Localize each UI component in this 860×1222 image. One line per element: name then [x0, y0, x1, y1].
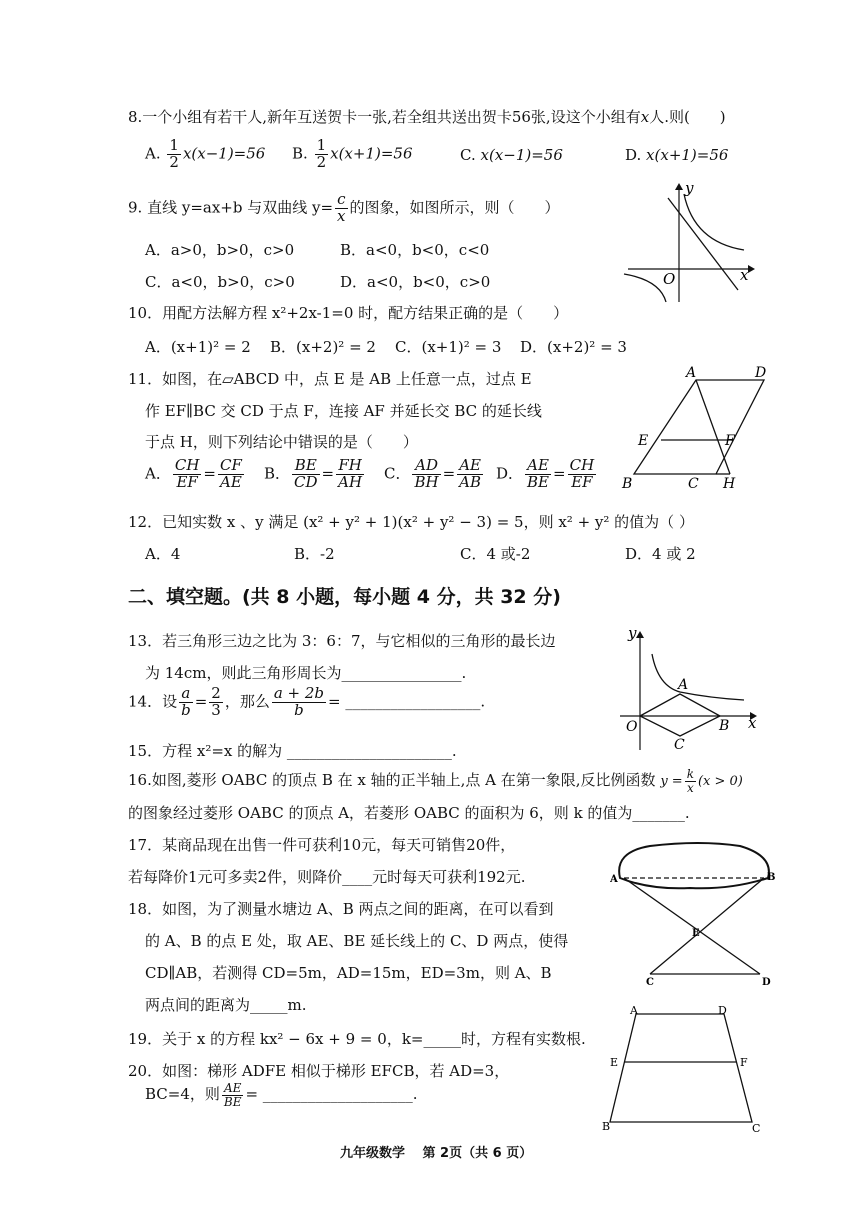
svg-text:D: D: [755, 365, 767, 381]
svg-text:A: A: [630, 1004, 638, 1017]
q17-line-1: 17．某商品现在出售一件可获利10元，每天可销售20件，: [128, 836, 516, 854]
svg-text:y: y: [628, 624, 637, 642]
q9-figure: [622, 180, 756, 304]
svg-text:C: C: [674, 737, 685, 753]
svg-text:H: H: [723, 476, 736, 492]
q9-option-b: B．a<0，b<0，c<0: [340, 241, 490, 259]
q18-line-2: 的 A、B 的点 E 处，取 AE、BE 延长线上的 C、D 两点，使得: [145, 932, 569, 950]
q11-option-d: D． $\frac{AE}{BE}$ = $\frac{CH}{EF}$: [496, 456, 595, 491]
svg-text:C: C: [752, 1122, 761, 1135]
q13-line-2: 为 14cm，则此三角形周长为________________.: [145, 664, 467, 682]
q13-figure: [618, 624, 762, 754]
svg-text:E: E: [692, 928, 700, 939]
svg-text:D: D: [718, 1004, 727, 1017]
svg-text:F: F: [725, 433, 735, 449]
q8-option-a: A. $\frac{1}{2}$ x(x−1)=56: [145, 136, 266, 171]
q11-line-1: 11．如图，在▱ABCD 中，点 E 是 AB 上任意一点，过点 E: [128, 370, 532, 388]
q8-stem: 8.一个小组有若干人,新年互送贺卡一张,若全组共送出贺卡56张,设这个小组有: [128, 108, 641, 126]
q13-line-1: 13．若三角形三边之比为 3：6：7，与它相似的三角形的最长边: [128, 632, 556, 650]
q12-option-b: B．-2: [294, 545, 335, 563]
svg-text:O: O: [626, 719, 638, 735]
svg-text:D: D: [762, 977, 771, 988]
q11-option-a: A． $\frac{CH}{EF}$ = $\frac{CF}{AE}$: [145, 456, 242, 491]
q8-option-d: D. x(x+1)=56: [625, 146, 729, 164]
q10-option-b: B．(x+2)² = 2: [270, 338, 376, 356]
svg-text:C: C: [688, 476, 699, 492]
q9-option-a: A．a>0，b>0，c>0: [145, 241, 295, 259]
svg-text:A: A: [610, 874, 618, 885]
svg-text:x: x: [748, 714, 757, 732]
q16-line-1: 16.如图,菱形 OABC 的顶点 B 在 x 轴的正半轴上,点 A 在第一象限,反比例函数 y = $\frac{k}{x}$ (x > 0): [128, 767, 743, 795]
svg-text:C: C: [646, 977, 654, 988]
q18-figure: [610, 830, 780, 990]
q14-line: 14．设 $\frac{a}{b}$ = $\frac{2}{3}$ ，那么 $\frac{a + 2b}{b}$ = __________________.: [128, 684, 486, 719]
q11-line-3: 于点 H，则下列结论中错误的是（ ）: [145, 433, 418, 451]
q11-option-c: C． $\frac{AD}{BH}$ = $\frac{AE}{AB}$: [384, 456, 482, 491]
svg-text:F: F: [740, 1056, 748, 1069]
q11-line-2: 作 EF∥BC 交 CD 于点 F，连接 AF 并延长交 BC 的延长线: [145, 402, 542, 420]
q11-figure: [616, 362, 776, 494]
q8-option-b: B. $\frac{1}{2}$ x(x+1)=56: [292, 136, 413, 171]
svg-text:B: B: [602, 1120, 611, 1133]
q9-option-c: C．a<0，b>0，c>0: [145, 273, 295, 291]
page-footer: 九年级数学 第 2页（共 6 页）: [340, 1146, 533, 1161]
q9-option-d: D．a<0，b<0，c>0: [340, 273, 491, 291]
q10-option-a: A．(x+1)² = 2: [145, 338, 251, 356]
q11-option-b: B． $\frac{BE}{CD}$ = $\frac{FH}{AH}$: [264, 456, 363, 491]
q12-option-c: C．4 或-2: [460, 545, 531, 563]
q9-fig-o: O: [663, 270, 676, 288]
q9-fraction: $\frac{c}{x}$: [337, 190, 346, 225]
q16-line-2: 的图象经过菱形 OABC 的顶点 A，若菱形 OABC 的面积为 6，则 k 的值为_______.: [128, 804, 690, 822]
svg-text:E: E: [638, 433, 649, 449]
q8-tail: 人.则( ): [649, 108, 726, 126]
q18-line-4: 两点间的距离为_____m.: [145, 996, 307, 1014]
q9-stem: 9. 直线 y=ax+b 与双曲线 y= $\frac{c}{x}$ 的图象，如图所示，则（ ）: [128, 190, 560, 225]
q20-figure: [602, 1004, 772, 1138]
q8-var: x: [640, 108, 650, 126]
q12-option-d: D．4 或 2: [625, 545, 696, 563]
q8-option-a-fraction: $\frac{1}{2}$: [169, 136, 179, 171]
q12-stem: 12．已知实数 x 、y 满足 (x² + y² + 1)(x² + y² − 3) = 5，则 x² + y² 的值为（ ）: [128, 513, 694, 531]
q8-option-c: C. x(x−1)=56: [460, 146, 563, 164]
svg-text:B: B: [719, 718, 730, 734]
svg-text:A: A: [686, 365, 697, 381]
q10-stem: 10．用配方法解方程 x²+2x-1=0 时，配方结果正确的是（ ）: [128, 304, 569, 322]
q20-line-1: 20．如图：梯形 ADFE 相似于梯形 EFCB，若 AD=3，: [128, 1062, 510, 1080]
svg-text:E: E: [610, 1056, 619, 1069]
q15-line: 15．方程 x²=x 的解为 ______________________.: [128, 742, 457, 760]
q12-option-a: A．4: [145, 545, 181, 563]
q19-line: 19．关于 x 的方程 kx² − 6x + 9 = 0，k=_____时，方程有实数根.: [128, 1030, 586, 1048]
q8-stem-line: [128, 106, 726, 127]
section-2-heading: 二、填空题。(共 8 小题，每小题 4 分，共 32 分): [128, 586, 561, 608]
q10-option-d: D．(x+2)² = 3: [520, 338, 627, 356]
q8-option-b-fraction: $\frac{1}{2}$: [316, 136, 327, 171]
q9-fig-y: y: [685, 180, 694, 197]
q20-line-2: BC=4，则 $\frac{AE}{BE}$ = ____________________.: [145, 1081, 418, 1109]
svg-text:B: B: [622, 476, 633, 492]
q18-line-1: 18．如图，为了测量水塘边 A、B 两点之间的距离，在可以看到: [128, 900, 554, 918]
q18-line-3: CD∥AB，若测得 CD=5m，AD=15m，ED=3m，则 A、B: [145, 964, 552, 982]
svg-text:B: B: [767, 872, 776, 883]
q10-option-c: C．(x+1)² = 3: [395, 338, 502, 356]
svg-text:A: A: [678, 677, 689, 693]
q17-line-2: 若每降价1元可多卖2件，则降价____元时每天可获利192元.: [128, 868, 526, 886]
q9-fig-x: x: [740, 266, 749, 284]
